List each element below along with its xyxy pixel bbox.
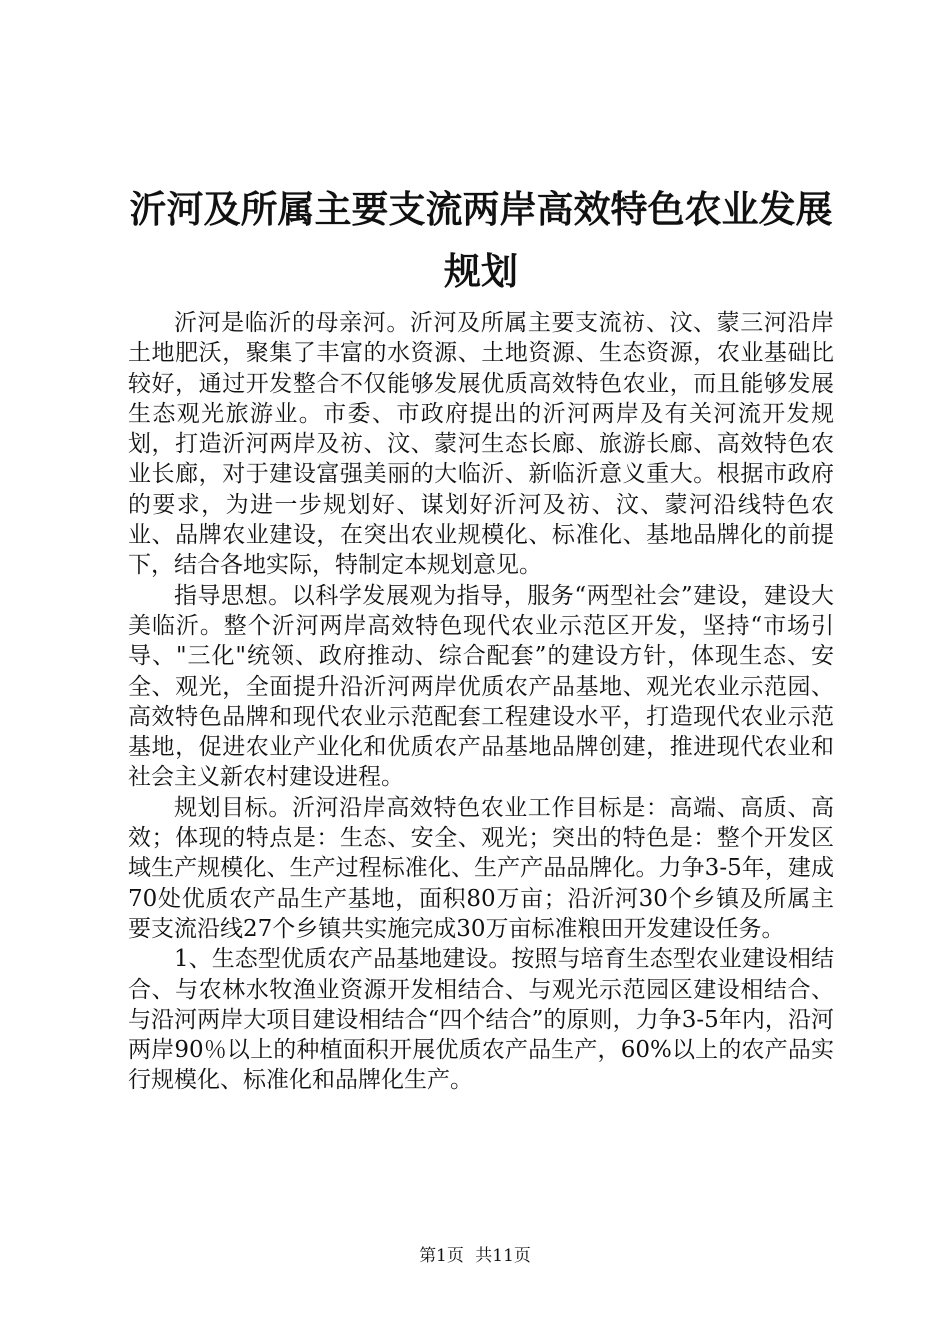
page-total: 共11页 [475,1246,531,1266]
paragraph-guiding-ideology: 指导思想。以科学发展观为指导，服务“两型社会”建设，建设大美临沂。整个沂河两岸高效特色现代农业示范区开发，坚持“市场引导、"三化"统领、政府推动、综合配套”的建设方针，体现生态、安全、观光，全面提升沿沂河两岸优质农产品基地、观光农业示范园、高效特色品牌和现代农业示范配套工程建设水平，打造现代农业示范基地，促进农业产业化和优质农产品基地品牌创建，推进现代农业和社会主义新农村建设进程。 [128,582,834,791]
document-title: 沂河及所属主要支流两岸高效特色农业发展规划 [129,187,833,293]
page-footer [0,1245,950,1267]
paragraph-ecological-base: 1、生态型优质农产品基地建设。按照与培育生态型农业建设相结合、与农林水牧渔业资源开发相结合、与观光示范园区建设相结合、与沿河两岸大项目建设相结合“四个结合”的原则，力争3-5年内，沿河两岸90％以上的种植面积开展优质农产品生产，60%以上的农产品实行规模化、标准化和品牌化生产。 [128,946,834,1094]
document-page [128,178,834,1096]
document-body [128,308,834,1096]
paragraph-intro: 沂河是临沂的母亲河。沂河及所属主要支流祊、汶、蒙三河沿岸土地肥沃，聚集了丰富的水资源、土地资源、生态资源，农业基础比较好，通过开发整合不仅能够发展优质高效特色农业，而且能够发展生态观光旅游业。市委、市政府提出的沂河两岸及有关河流开发规划，打造沂河两岸及祊、汶、蒙河生态长廊、旅游长廊、高效特色农业长廊，对于建设富强美丽的大临沂、新临沂意义重大。根据市政府的要求，为进一步规划好、谋划好沂河及祊、汶、蒙河沿线特色农业、品牌农业建设，在突出农业规模化、标准化、基地品牌化的前提下，结合各地实际，特制定本规划意见。 [128,310,834,579]
paragraph-planning-goals: 规划目标。沂河沿岸高效特色农业工作目标是：高端、高质、高效；体现的特点是：生态、安全、观光；突出的特色是：整个开发区域生产规模化、生产过程标准化、生产产品品牌化。力争3-5年，建成70处优质农产品生产基地，面积80万亩；沿沂河30个乡镇及所属主要支流沿线27个乡镇共实施完成30万亩标准粮田开发建设任务。 [128,794,834,942]
page-number: 第1页 [419,1246,464,1266]
